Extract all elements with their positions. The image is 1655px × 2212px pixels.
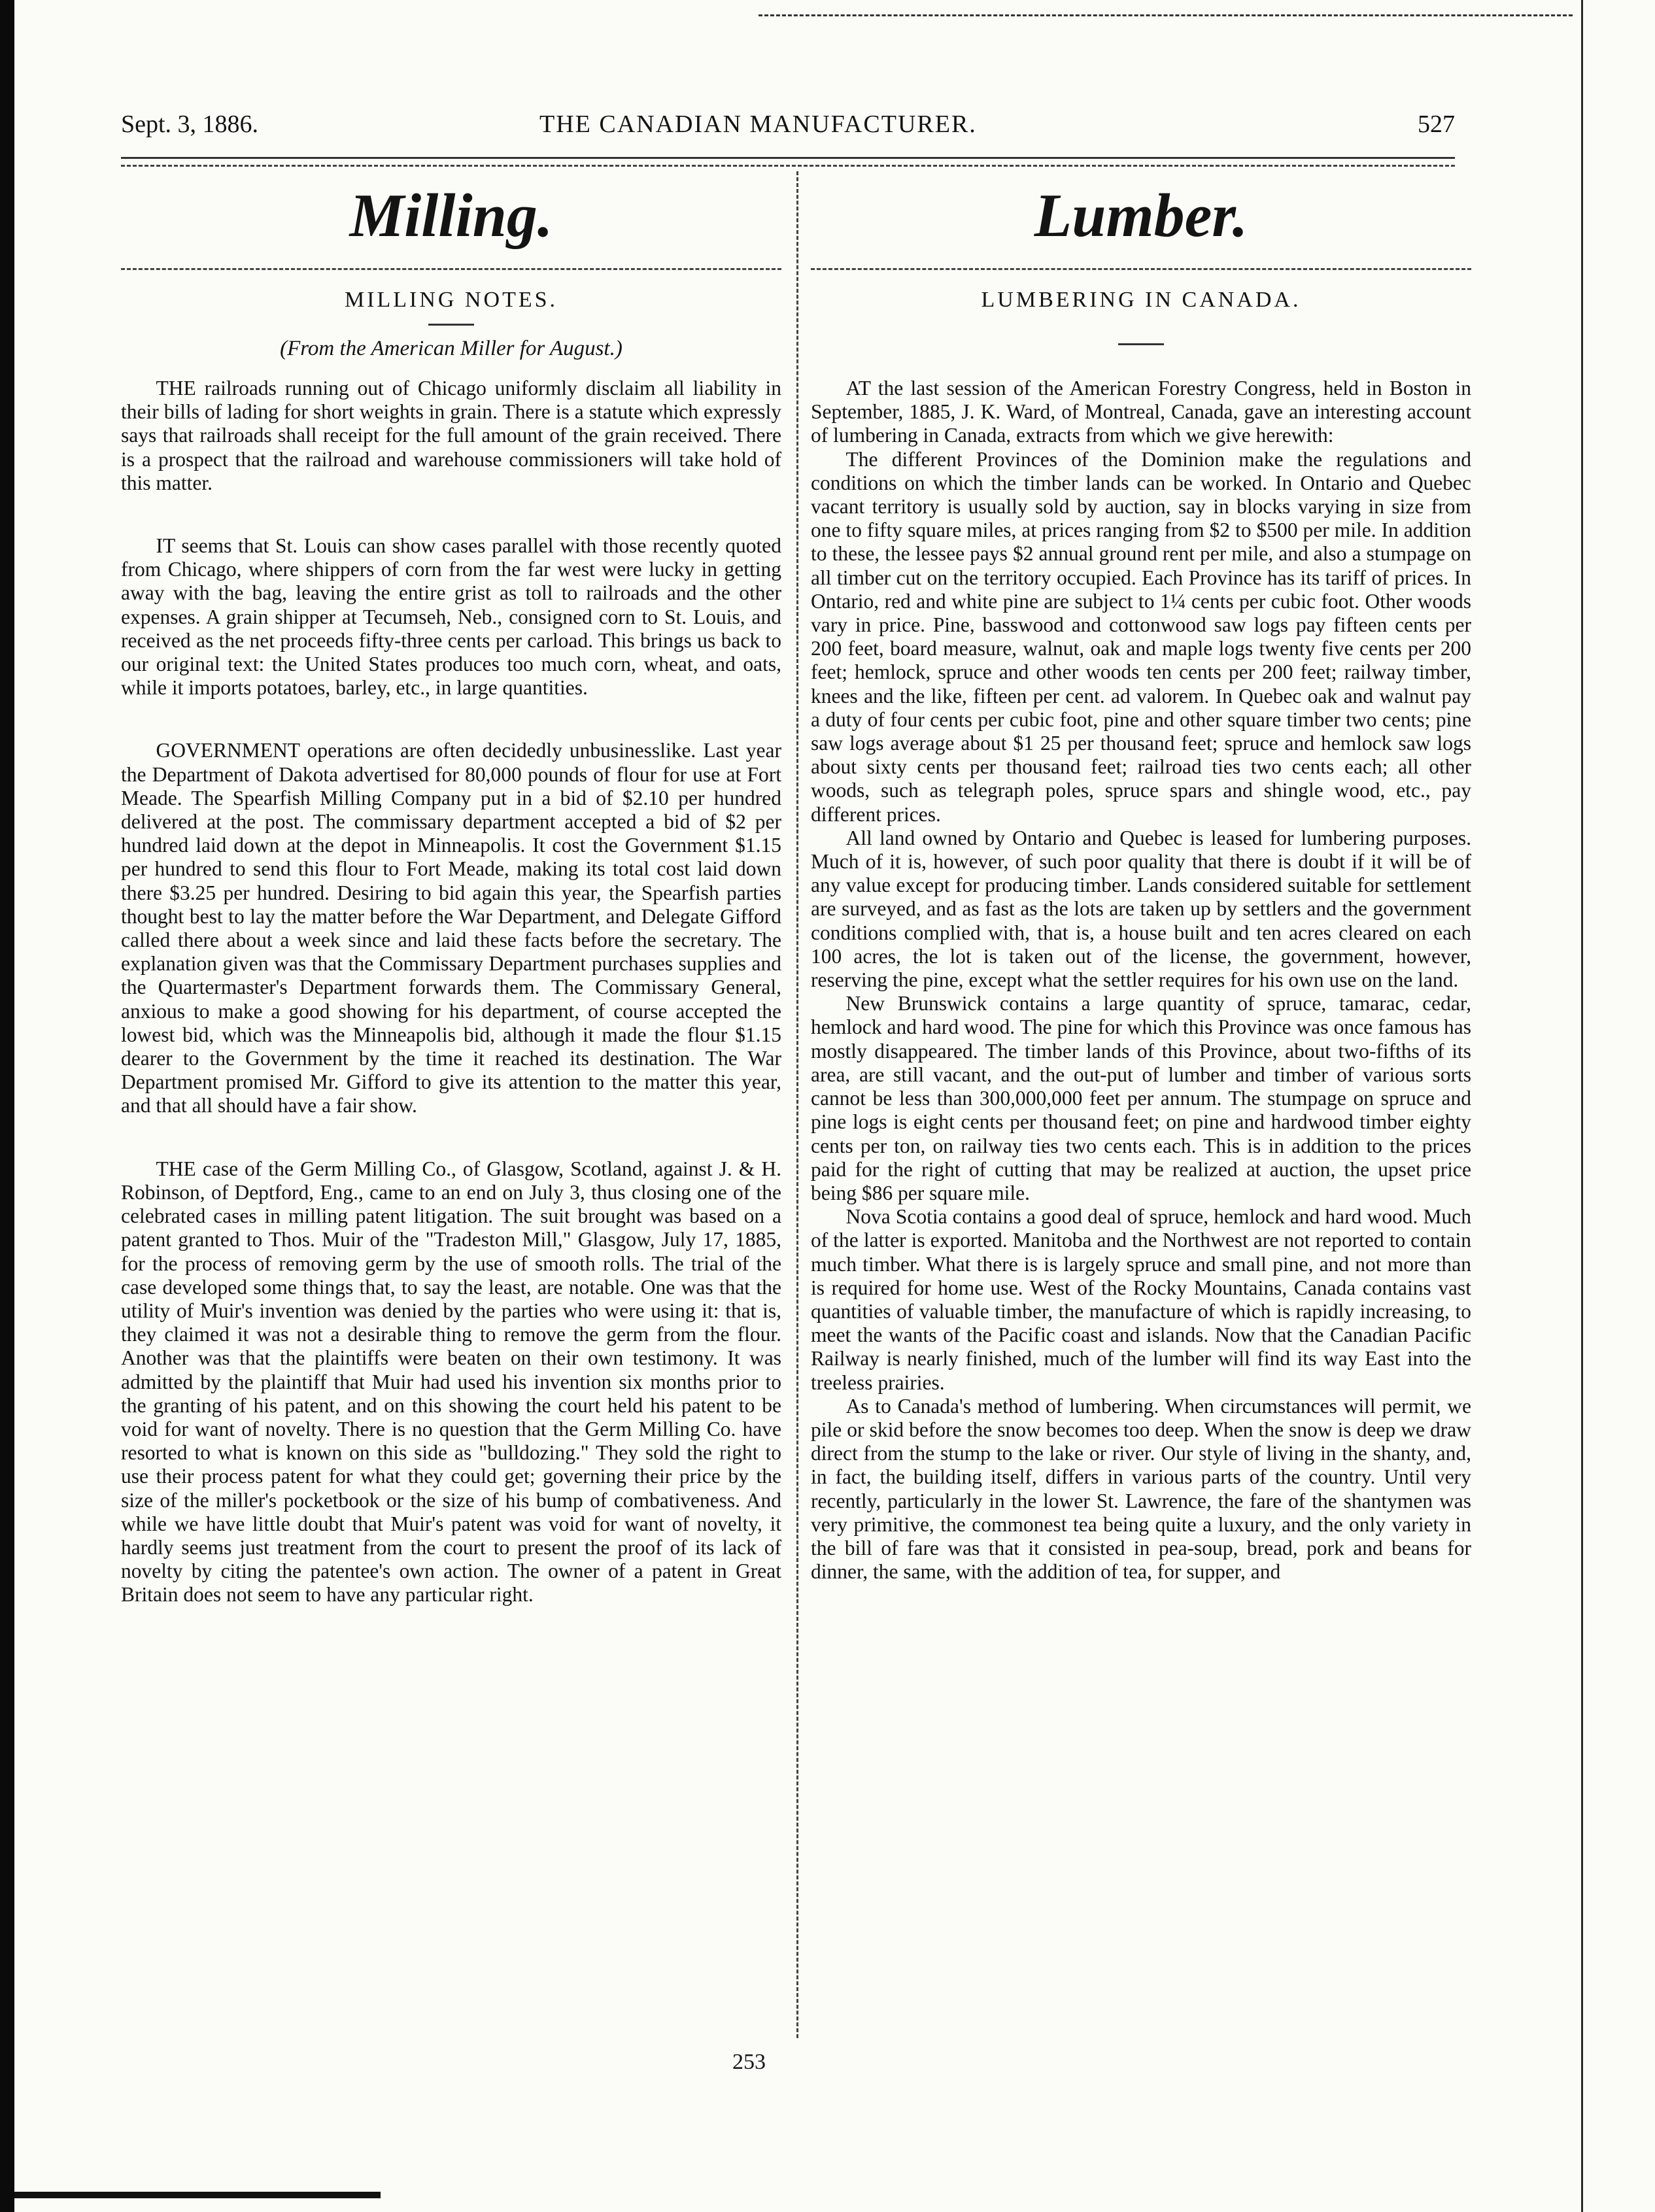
article-source: (From the American Miller for August.) xyxy=(280,337,623,360)
scan-right-border xyxy=(1581,0,1583,2212)
scan-bottom-mark xyxy=(14,2192,381,2198)
header-title: THE CANADIAN MANUFACTURER. xyxy=(539,111,977,138)
milling-column-text xyxy=(121,377,781,1607)
milling-paragraph-1: THE railroads running out of Chicago uniformly disclaim all liability in their bills of lading for short weights in grain. There is a statute which expressly says that railroads shall receipt for the full amount of the grain received. There is a prospect that the railroad and warehouse commissioners will take hold of this matter. xyxy=(121,377,781,494)
scan-top-border xyxy=(759,14,1573,16)
running-header xyxy=(121,110,1455,146)
heading-dash-right xyxy=(1118,343,1164,345)
department-title-milling: Milling. xyxy=(349,182,553,250)
column-divider xyxy=(796,171,798,2038)
header-rule-dashed xyxy=(121,165,1455,167)
section-rule-right xyxy=(811,268,1471,270)
lumber-paragraph-6: As to Canada's method of lumbering. When circumstances will permit, we pile or skid before the snow becomes too deep. When the snow is deep we draw direct from the stump to the lake or river. Our style of living in the shanty, and, in fact, the building itself, differs in various parts of the country. Until very recently, particularly in the lower St. Lawrence, the fare of the shantymen was very primitive, the commonest tea being quite a luxury, and the only variety in the bill of fare was that it consisted in pea-soup, bread, pork and beans for dinner, the same, with the addition of tea, for supper, and xyxy=(811,1394,1471,1584)
milling-paragraph-2: IT seems that St. Louis can show cases parallel with those recently quoted from Chicago, where shippers of corn from the far west were lucky in getting away with the bag, leaving the entire grist as toll to railroads and the other expenses. A grain shipper at Tecumseh, Neb., consigned corn to St. Louis, and received as the net proceeds fifty-three cents per carload. This brings us back to our original text: the United States produces too much corn, wheat, and oats, while it imports potatoes, barley, etc., in large quantities. xyxy=(121,534,781,700)
article-heading-lumbering: LUMBERING IN CANADA. xyxy=(981,288,1301,312)
section-rule-left xyxy=(121,268,781,270)
header-date: Sept. 3, 1886. xyxy=(121,111,259,138)
heading-dash xyxy=(428,324,474,326)
milling-paragraph-3: GOVERNMENT operations are often decidedly unbusinesslike. Last year the Department of Dakota advertised for 80,000 pounds of flour for use at Fort Meade. The Spearfish Milling Company put in a bid of $2.10 per hundred delivered at the post. The commissary department accepted a bid of $2 per hundred laid down at the depot in Minneapolis. It cost the Government $1.15 per hundred to send this flour to Fort Meade, making its total cost laid down there $3.25 per hundred. Desiring to bid again this year, the Spearfish parties thought best to lay the matter before the War Department, and Delegate Gifford called there about a week since and laid these facts before the secretary. The explanation given was that the Commissary Department purchases supplies and the Quartermaster's Department forwards them. The Commissary General, anxious to make a good showing for his department, of course accepted the lowest bid, which was the Minneapolis bid, although it made the flour $1.15 dearer to the Government by the time it reached its destination. The War Department promised Mr. Gifford to give its attention to the matter this year, and that all should have a fair show. xyxy=(121,739,781,1117)
lumber-paragraph-2: The different Provinces of the Dominion make the regulations and conditions on which the timber lands can be worked. In Ontario and Quebec vacant territory is usually sold by auction, say in blocks varying in size from one to fifty square miles, at prices ranging from $2 to $500 per mile. In addition to these, the lessee pays $2 annual ground rent per mile, and also a stumpage on all timber cut on the territory occupied. Each Province has its tariff of prices. In Ontario, red and white pine are subject to 1¼ cents per cubic foot. Other woods vary in price. Pine, basswood and cottonwood saw logs pay fifteen cents per 200 feet, board measure, walnut, oak and maple logs twenty five cents per 200 feet; hemlock, spruce and other woods ten cents per 200 feet; railway timber, knees and the like, fifteen per cent. ad valorem. In Quebec oak and walnut pay a duty of four cents per cubic foot, pine and other square timber two cents; pine saw logs average about $1 25 per thousand feet; spruce and hemlock saw logs about sixty cents per thousand feet; railroad ties two cents each; all other woods, such as telegraph poles, spruce spars and shingle wood, etc., pay different prices. xyxy=(811,447,1471,826)
lumber-column-text xyxy=(811,377,1471,1584)
lumber-paragraph-5: Nova Scotia contains a good deal of spruce, hemlock and hard wood. Much of the latter is exported. Manitoba and the Northwest are not reported to contain much timber. What there is is largely spruce and small pine, and not more than is required for home use. West of the Rocky Mountains, Canada contains vast quantities of valuable timber, the manufacture of which is rapidly increasing, to meet the wants of the Pacific coast and islands. Now that the Canadian Pacific Railway is nearly finished, much of the lumber will find its way East into the treeless prairies. xyxy=(811,1205,1471,1394)
lumber-paragraph-4: New Brunswick contains a large quantity of spruce, tamarac, cedar, hemlock and hard wood. The pine for which this Province was once famous has mostly disappeared. The timber lands of this Province, about two-fifths of its area, are still vacant, and the out-put of lumber and timber of various sorts cannot be less than 300,000,000 feet per annum. The stumpage on spruce and pine logs is eight cents per thousand feet; on pine and hardwood timber eighty cents per ton, on railway ties two cents each. This is in addition to the prices paid for the right of cutting that may be realized at auction, the upset price being $86 per square mile. xyxy=(811,992,1471,1204)
header-page-number: 527 xyxy=(1418,111,1455,138)
article-heading-milling-notes: MILLING NOTES. xyxy=(344,288,558,312)
folio-number: 253 xyxy=(732,2050,766,2074)
binding-edge xyxy=(0,0,14,2212)
lumber-paragraph-1: AT the last session of the American Forestry Congress, held in Boston in September, 1885, J. K. Ward, of Montreal, Canada, gave an interesting account of lumbering in Canada, extracts from which we give herewith: xyxy=(811,377,1471,447)
department-title-lumber: Lumber. xyxy=(1034,182,1248,250)
header-rule xyxy=(121,157,1455,159)
lumber-paragraph-3: All land owned by Ontario and Quebec is leased for lumbering purposes. Much of it is, however, of such poor quality that there is doubt if it will be of any value except for producing timber. Lands considered suitable for settlement are surveyed, and as fast as the lots are taken up by settlers and the government conditions complied with, that is, a house built and ten acres cleared on each 100 acres, the lot is taken out of the license, the government, however, reserving the pine, except what the settler requires for his own use on the land. xyxy=(811,826,1471,992)
milling-paragraph-4: THE case of the Germ Milling Co., of Glasgow, Scotland, against J. & H. Robinson, of Deptford, Eng., came to an end on July 3, thus closing one of the celebrated cases in milling patent litigation. The suit brought was based on a patent granted to Thos. Muir of the "Tradeston Mill," Glasgow, July 17, 1885, for the process of removing germ by the use of smooth rolls. The trial of the case developed some things that, to say the least, are notable. One was that the utility of Muir's invention was denied by the parties who were using it: that is, they claimed it was not a desirable thing to remove the germ from the flour. Another was that the plaintiffs were beaten on their own testimony. It was admitted by the plaintiff that Muir had used his invention six months prior to the granting of his patent, and on this showing the court held his patent to be void for want of novelty. There is no question that the Germ Milling Co. have resorted to what is known on this side as "bulldozing." They sold the right to use their process patent for what they could get; governing their price by the size of the miller's pocketbook or the size of his bump of combativeness. And while we have little doubt that Muir's patent was void for want of novelty, it hardly seems just treatment from the court to present the proof of its lack of novelty by citing the patentee's own action. The owner of a patent in Great Britain does not seem to have any particular right. xyxy=(121,1157,781,1607)
